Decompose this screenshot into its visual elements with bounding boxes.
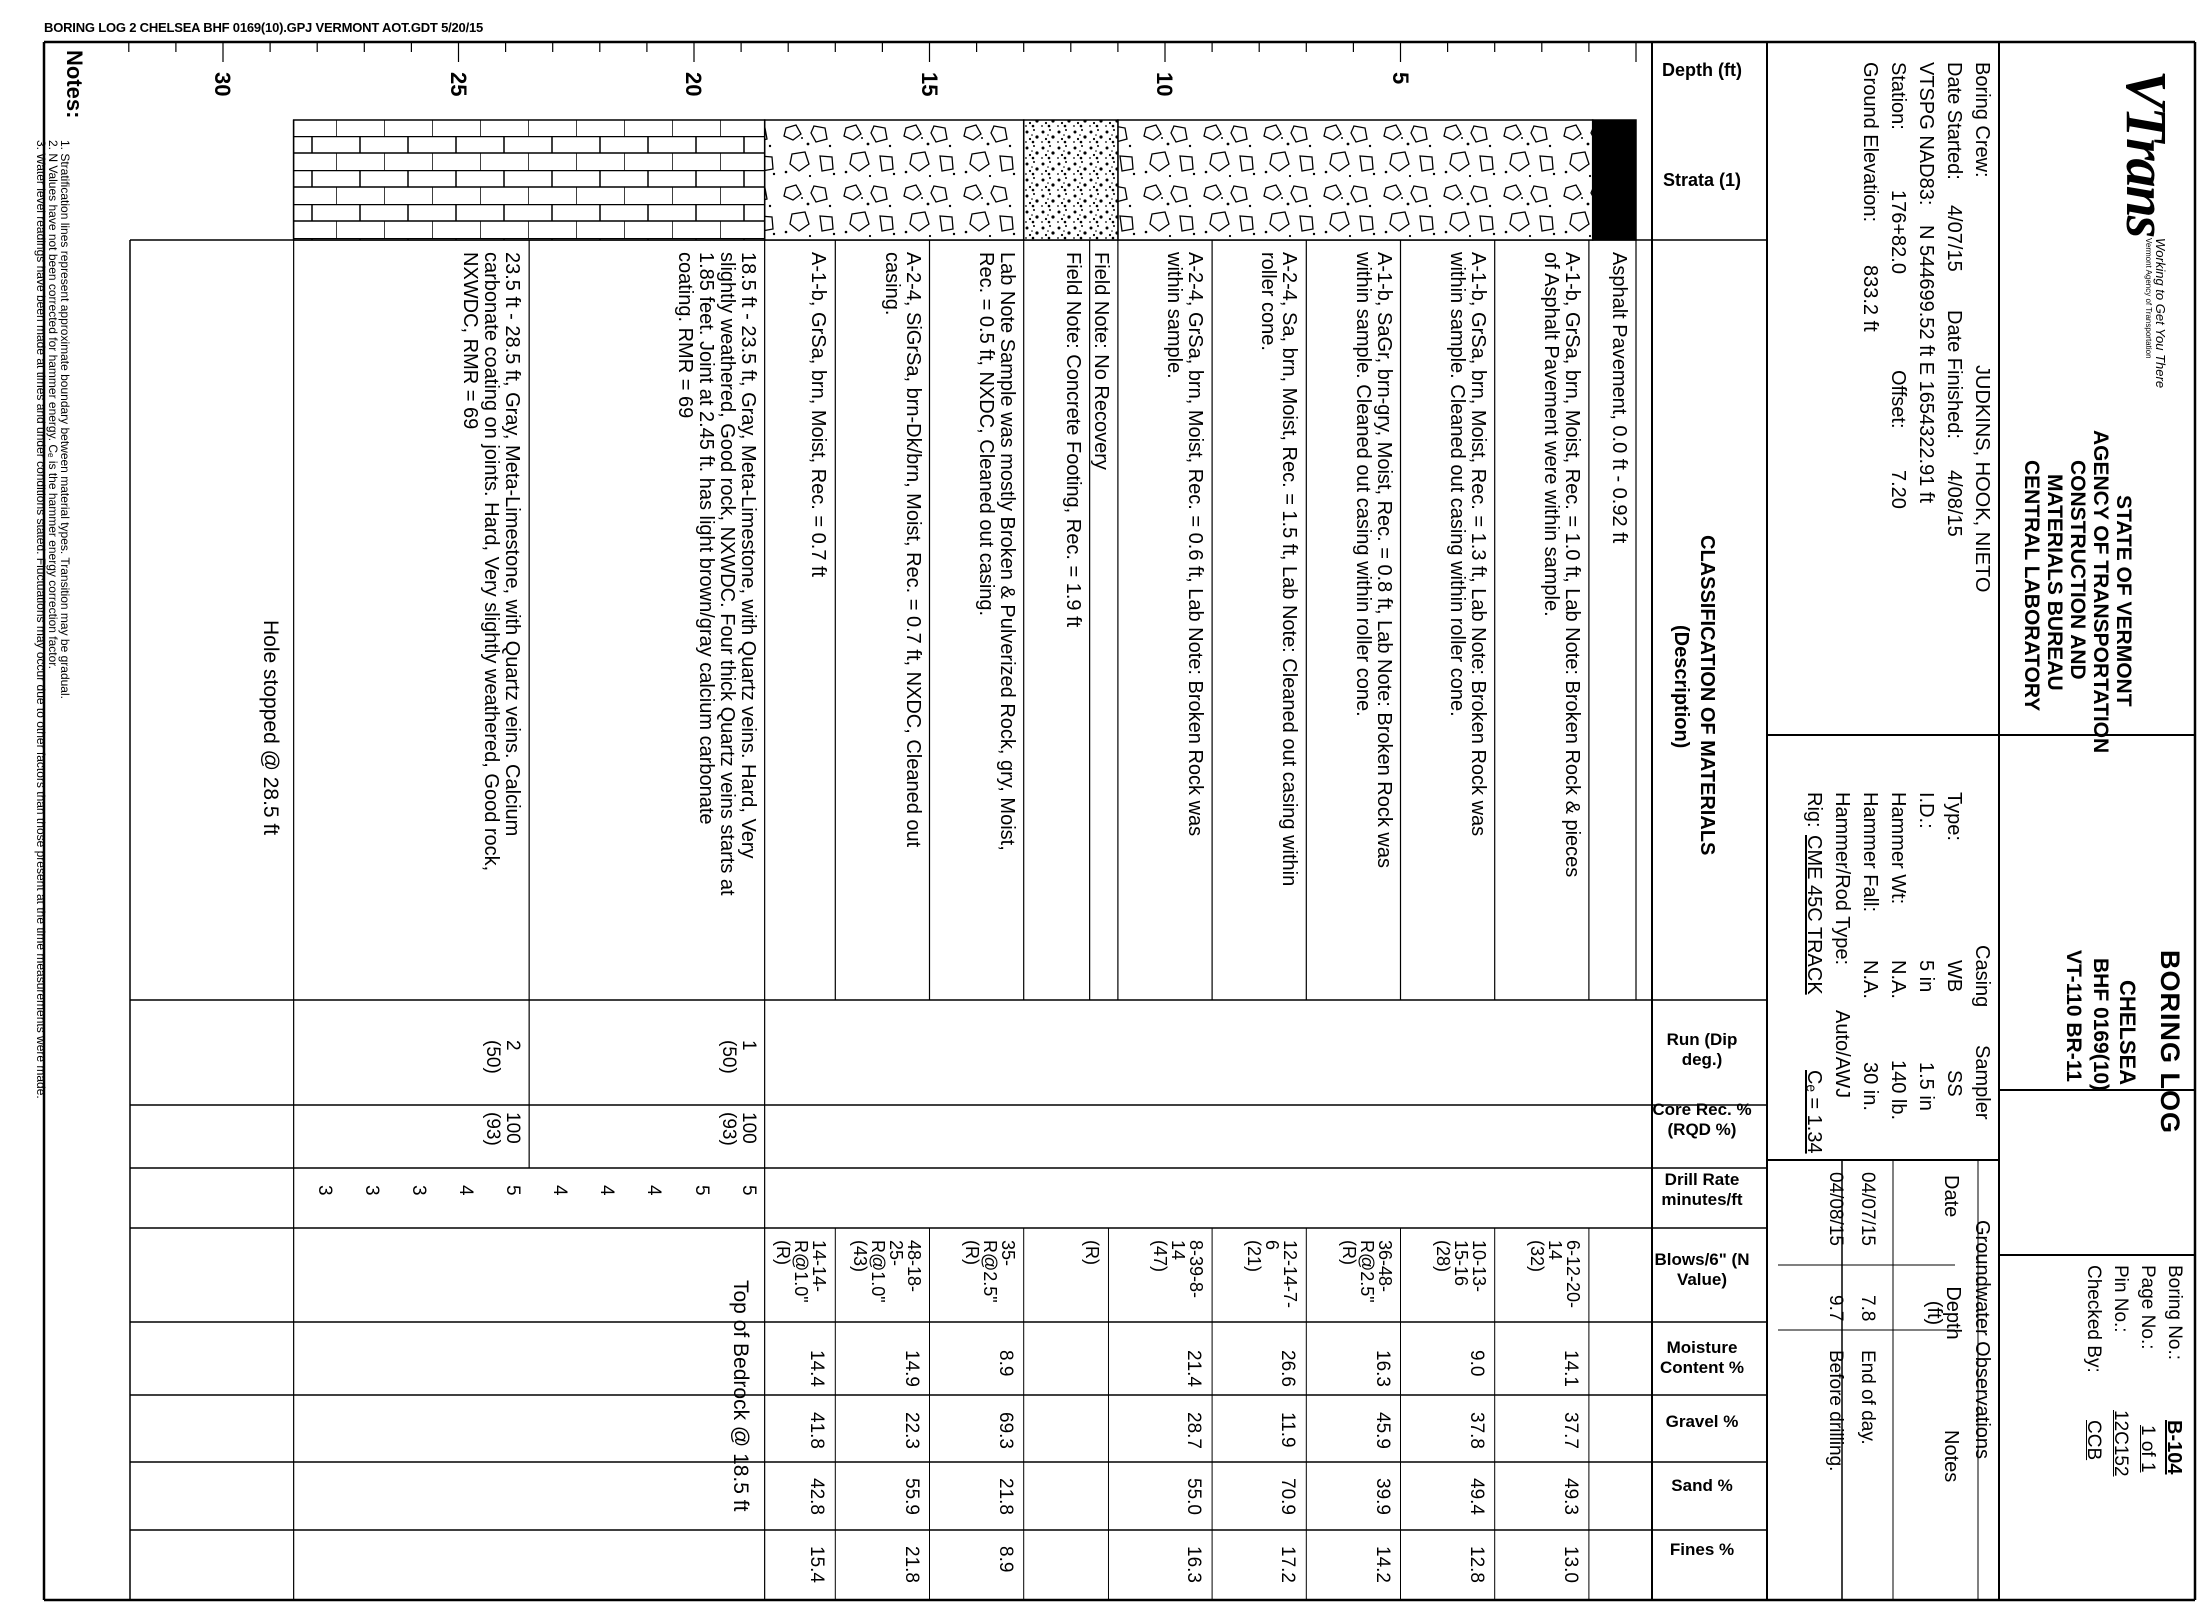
blow-count: 14 xyxy=(1168,1240,1189,1261)
sand-percent: 55.0 xyxy=(1183,1478,1205,1515)
sand-percent: 49.4 xyxy=(1465,1478,1487,1515)
col-gravel-header: Gravel % xyxy=(1665,1412,1739,1431)
blow-count: 36-48- xyxy=(1374,1240,1395,1293)
depth-tick-label: 15 xyxy=(916,72,942,97)
sand-percent: 49.3 xyxy=(1559,1478,1581,1515)
description-line: within sample. xyxy=(1163,252,1186,379)
rod-type: Auto/AWJ xyxy=(1831,1010,1853,1099)
id-sampler: 1.5 in xyxy=(1915,1062,1937,1111)
gravel-percent: 28.7 xyxy=(1183,1412,1205,1449)
blow-count: 6-12-20- xyxy=(1562,1240,1583,1309)
col-fines-header: Fines % xyxy=(1669,1540,1735,1559)
blow-count: 6 xyxy=(1262,1240,1283,1251)
sand-percent: 39.9 xyxy=(1371,1478,1393,1515)
col-moisture-header: Moisture Content % xyxy=(1659,1338,1745,1377)
page-label: Page No.: xyxy=(2137,1265,2158,1350)
notes-label: Notes: xyxy=(62,50,87,119)
drill-rate: 5 xyxy=(690,1185,712,1196)
date-finished-label: Date Finished: xyxy=(1943,310,1965,439)
drill-rate: 3 xyxy=(407,1185,429,1196)
moisture-content: 8.9 xyxy=(994,1350,1016,1377)
gravel-percent: 45.9 xyxy=(1371,1412,1393,1449)
pin-no: 12C152 xyxy=(2110,1410,2131,1477)
drill-rate: 4 xyxy=(455,1185,477,1196)
blow-count: (R) xyxy=(1338,1240,1359,1265)
hammer-fall-label: Hammer Fall: xyxy=(1859,792,1881,913)
hammer-wt-label: Hammer Wt: xyxy=(1887,792,1909,905)
core-recovery: 100 xyxy=(502,1112,524,1144)
moisture-content: 14.1 xyxy=(1559,1350,1581,1387)
description-line: A-2-4, Sa, brn, Moist, Rec. = 1.5 ft, Lab Note: Cleaned out casing within xyxy=(1278,252,1301,887)
blow-count: 48-18- xyxy=(903,1240,924,1293)
description-line: A-1-b, GrSa, brn, Moist, Rec. = 1.0 ft, Lab Note: Broken Rock & pieces xyxy=(1560,252,1583,878)
description-line: 18.5 ft - 23.5 ft, Gray, Meta-Limestone, with Quartz veins. Hard, Very xyxy=(736,252,759,859)
col-run-header: Run (Dip deg.) xyxy=(1666,1030,1738,1069)
agency-line-2: AGENCY OF TRANSPORTATION xyxy=(2089,430,2112,754)
core-recovery: 100 xyxy=(737,1112,759,1144)
blow-count: (R) xyxy=(773,1240,794,1265)
moisture-content: 14.4 xyxy=(806,1350,828,1387)
offset-label: Offset: xyxy=(1887,370,1909,429)
type-sampler: SS xyxy=(1943,1070,1965,1097)
gw-notes-header: Notes xyxy=(1940,1430,1962,1483)
gravel-percent: 22.3 xyxy=(900,1412,922,1449)
logo-subtagline: Vermont Agency of Transportation xyxy=(2144,238,2153,359)
blow-count: R@2.5" xyxy=(1356,1240,1377,1303)
col-core-header: Core Rec. % (RQD %) xyxy=(1652,1100,1752,1139)
blow-count: (47) xyxy=(1150,1240,1171,1273)
page-no: 1 of 1 xyxy=(2137,1425,2158,1473)
fines-percent: 8.9 xyxy=(994,1546,1016,1573)
strata-gravel-lower xyxy=(765,120,1024,240)
gravel-percent: 11.9 xyxy=(1277,1412,1299,1448)
elevation-value: 833.2 ft xyxy=(1859,265,1881,332)
drill-rate: 5 xyxy=(502,1185,524,1196)
description-line: slightly weathered, Good rock, NXWDC. Four thick Quartz veins starts at xyxy=(715,252,738,896)
blow-count: 14-14- xyxy=(809,1240,830,1293)
description-line: of Asphalt Pavement were within sample. xyxy=(1539,252,1562,617)
depth-tick-label: 20 xyxy=(681,72,706,97)
run-dip: (50) xyxy=(717,1040,739,1074)
fines-percent: 12.8 xyxy=(1465,1546,1487,1583)
gw-row-1-date: 04/07/15 xyxy=(1857,1172,1878,1246)
description-line: Field Note: Concrete Footing, Rec. = 1.9 ft xyxy=(1061,252,1084,628)
col-sand-header: Sand % xyxy=(1671,1476,1733,1495)
station-value: 176+82.0 xyxy=(1887,190,1909,274)
description-line: roller cone. xyxy=(1257,252,1280,351)
col-depth-header: Depth (ft) xyxy=(1662,60,1742,80)
blow-count: (21) xyxy=(1244,1240,1265,1273)
logo-tagline: Working to Get You There xyxy=(2153,238,2168,389)
blow-count: R@2.5" xyxy=(979,1240,1000,1303)
station-label: Station: xyxy=(1887,62,1909,130)
description-line: carbonate coating on joints. Hard, Very slightly weathered, Good rock, xyxy=(480,252,503,872)
crew-label: Boring Crew: xyxy=(1971,62,1993,178)
casing-header: Casing xyxy=(1971,945,1993,1008)
agency-line-1: STATE OF VERMONT xyxy=(2112,495,2135,707)
description-line: A-1-b, GrSa, brn, Moist, Rec. = 1.3 ft, Lab Note: Broken Rock was xyxy=(1466,252,1489,837)
moisture-content: 21.4 xyxy=(1183,1350,1205,1387)
sand-percent: 21.8 xyxy=(994,1478,1016,1515)
blow-count: 10-13- xyxy=(1468,1240,1489,1293)
description-line: Asphalt Pavement, 0.0 ft - 0.92 ft xyxy=(1608,252,1630,544)
description-line: Rec. = 0.5 ft, NXDC, Cleaned out casing. xyxy=(974,252,997,617)
col-classification-header: CLASSIFICATION OF MATERIALS xyxy=(1696,535,1718,856)
rig-value: CME 45C TRACK xyxy=(1803,835,1825,995)
note-1: 1. Stratification lines represent approximate boundary between material types. Transition may be gradual. xyxy=(58,140,72,699)
run-dip: (50) xyxy=(482,1040,504,1074)
drill-rate: 4 xyxy=(643,1185,665,1196)
depth-tick-label: 5 xyxy=(1387,72,1413,85)
col-classification-sub: (Description) xyxy=(1670,625,1692,749)
description-line: within sample. Cleaned out casing within roller cone. xyxy=(1445,252,1468,717)
fines-percent: 15.4 xyxy=(806,1546,828,1583)
pin-label: Pin No.: xyxy=(2110,1265,2131,1333)
strata-concrete xyxy=(1024,120,1118,240)
depth-tick-label: 25 xyxy=(445,72,471,97)
gravel-percent: 37.7 xyxy=(1559,1412,1581,1449)
hammer-wt-casing: N.A. xyxy=(1887,960,1909,999)
moisture-content: 16.3 xyxy=(1371,1350,1393,1387)
blow-count: (32) xyxy=(1526,1240,1547,1273)
date-finished: 4/08/15 xyxy=(1943,470,1965,537)
note-2: 2. N Values have not been corrected for hammer energy. Cₑ is the hammer energy correction factor. xyxy=(46,140,60,669)
description-line: A-2-4, GrSa, brn, Moist, Rec. = 0.6 ft, Lab Note: Broken Rock was xyxy=(1184,252,1207,837)
gw-row-1-depth: 7.8 xyxy=(1857,1295,1878,1322)
sand-percent: 70.9 xyxy=(1277,1478,1299,1515)
checked-label: Checked By: xyxy=(2083,1265,2104,1373)
blow-count: 8-39-8- xyxy=(1186,1240,1207,1299)
vtspg-value: N 544699.52 ft E 1654322.91 ft xyxy=(1915,225,1937,503)
sand-percent: 55.9 xyxy=(900,1478,922,1515)
gw-row-2-notes: Before drilling. xyxy=(1825,1350,1846,1472)
rqd: (93) xyxy=(482,1112,504,1146)
blow-count: (R) xyxy=(961,1240,982,1265)
moisture-content: 9.0 xyxy=(1465,1350,1487,1377)
description-line: A-1-b, SaGr, brn-gry, Moist, Rec. = 0.8 ft, Lab Note: Broken Rock was xyxy=(1372,252,1395,868)
blow-count: (R) xyxy=(1082,1240,1103,1265)
fines-percent: 13.0 xyxy=(1559,1546,1581,1583)
logo-mark: VTrans xyxy=(2114,70,2179,237)
strata-gravel-upper xyxy=(1118,120,1593,240)
project-name: CHELSEA xyxy=(2115,980,2140,1086)
run-number: 2 xyxy=(502,1040,524,1051)
hole-stopped-note: Hole stopped @ 28.5 ft xyxy=(259,620,282,836)
hammer-wt-sampler: 140 lb. xyxy=(1887,1060,1909,1121)
hammer-fall-casing: N.A. xyxy=(1859,960,1881,999)
gravel-percent: 41.8 xyxy=(806,1412,828,1449)
crew-value: JUDKINS, HOOK, NIETO xyxy=(1971,365,1993,593)
gw-row-2-date: 04/08/15 xyxy=(1825,1172,1846,1246)
hammer-fall-sampler: 30 in. xyxy=(1859,1062,1881,1111)
blow-count: 15-16 xyxy=(1450,1240,1471,1287)
groundwater-title: Groundwater Observations xyxy=(1971,1220,1993,1460)
rqd: (93) xyxy=(717,1112,739,1146)
strata-asphalt xyxy=(1593,120,1636,240)
checked-by: CCB xyxy=(2083,1420,2104,1461)
blow-count: 14 xyxy=(1544,1240,1565,1261)
type-casing: WB xyxy=(1943,960,1965,993)
agency-line-3: CONSTRUCTION AND xyxy=(2066,460,2089,680)
drill-rate: 4 xyxy=(596,1185,618,1196)
fines-percent: 16.3 xyxy=(1183,1546,1205,1583)
top-of-bedrock-note: Top of Bedrock @ 18.5 ft xyxy=(729,1280,752,1512)
energy-factor: Cₑ = 1.34 xyxy=(1803,1070,1825,1154)
date-started: 4/07/15 xyxy=(1943,205,1965,272)
sampler-header: Sampler xyxy=(1971,1045,1993,1120)
description-line: Lab Note Sample was mostly Broken & Pulverized Rock, gry, Moist, xyxy=(995,252,1018,851)
moisture-content: 14.9 xyxy=(900,1350,922,1387)
drill-rate: 3 xyxy=(360,1185,382,1196)
drill-rate: 5 xyxy=(737,1185,759,1196)
gw-row-1-notes: End of day. xyxy=(1857,1350,1878,1445)
blow-count: R@1.0" xyxy=(867,1240,888,1303)
blow-count: 12-14-7- xyxy=(1280,1240,1301,1309)
strata-bedrock xyxy=(294,120,765,240)
vtspg-label: VTSPG NAD83: xyxy=(1915,62,1937,206)
date-started-label: Date Started: xyxy=(1943,62,1965,180)
boring-no: B-104 xyxy=(2163,1420,2185,1475)
blow-count: 35- xyxy=(997,1240,1018,1267)
blow-count: 25- xyxy=(885,1240,906,1267)
elevation-label: Ground Elevation: xyxy=(1859,62,1881,223)
fines-percent: 14.2 xyxy=(1371,1546,1393,1583)
gravel-percent: 37.8 xyxy=(1465,1412,1487,1449)
fines-percent: 21.8 xyxy=(900,1546,922,1583)
gravel-percent: 69.3 xyxy=(994,1412,1016,1449)
rod-type-label: Hammer/Rod Type: xyxy=(1831,792,1853,966)
depth-tick-label: 30 xyxy=(210,72,235,97)
description-line: 1.85 feet. Joint at 2.45 ft. has light brown/gray calcium carbonate xyxy=(694,252,717,825)
description-line: NXWDC, RMR = 69 xyxy=(459,252,482,430)
type-label: Type: xyxy=(1943,792,1965,841)
fines-percent: 17.2 xyxy=(1277,1546,1299,1583)
drill-rate: 4 xyxy=(549,1185,571,1196)
id-label: I.D.: xyxy=(1915,792,1937,829)
description-line: within sample. Cleaned out casing within roller cone. xyxy=(1351,252,1374,717)
blow-count: (28) xyxy=(1432,1240,1453,1273)
description-line: coating. RMR = 69 xyxy=(673,252,696,419)
boring-no-label: Boring No.: xyxy=(2164,1265,2185,1361)
gw-depth-header: Depth (ft) xyxy=(1923,1286,1964,1340)
gw-date-header: Date xyxy=(1940,1175,1962,1218)
offset-value: 7.20 xyxy=(1887,470,1909,509)
drill-rate: 3 xyxy=(313,1185,335,1196)
depth-tick-label: 10 xyxy=(1152,72,1177,97)
description-line: 23.5 ft - 28.5 ft, Gray, Meta-Limestone, with Quartz veins. Calcium xyxy=(501,252,524,837)
rig-label: Rig: xyxy=(1803,792,1825,828)
blow-count: (43) xyxy=(849,1240,870,1273)
description-line: casing. xyxy=(880,252,903,316)
bridge-number: VT-110 BR-11 xyxy=(2062,950,2085,1082)
moisture-content: 26.6 xyxy=(1277,1350,1299,1387)
col-drill-header: Drill Rate minutes/ft xyxy=(1661,1170,1743,1209)
note-3: 3. Water level readings have been made at times and under conditions stated. Fluctuations may occur due to other factors than those present at the time measurements were made. xyxy=(34,140,48,1099)
col-blows-header: Blows/6" (N Value) xyxy=(1654,1250,1750,1289)
description-line: A-2-4, SiGrSa, brn-Dk/brn, Moist, Rec. = 0.7 ft, NXDC, Cleaned out xyxy=(901,252,924,848)
boring-log-title: BORING LOG xyxy=(2155,950,2185,1134)
project-number: BHF 0169(10) xyxy=(2089,958,2112,1092)
agency-line-5: CENTRAL LABORATORY xyxy=(2020,460,2043,712)
col-strata-header: Strata (1) xyxy=(1662,170,1742,190)
run-number: 1 xyxy=(737,1040,759,1051)
report-header-line: BORING LOG 2 CHELSEA BHF 0169(10).GPJ VERMONT AOT.GDT 5/20/15 xyxy=(44,20,484,35)
id-casing: 5 in xyxy=(1915,960,1937,993)
agency-line-4: MATERIALS BUREAU xyxy=(2043,474,2066,691)
description-line: Field Note: No Recovery xyxy=(1089,252,1112,470)
description-line: A-1-b, GrSa, brn, Moist, Rec. = 0.7 ft xyxy=(807,252,830,578)
sand-percent: 42.8 xyxy=(806,1478,828,1515)
blow-count: R@1.0" xyxy=(791,1240,812,1303)
gw-row-2-depth: 9.7 xyxy=(1825,1295,1846,1322)
